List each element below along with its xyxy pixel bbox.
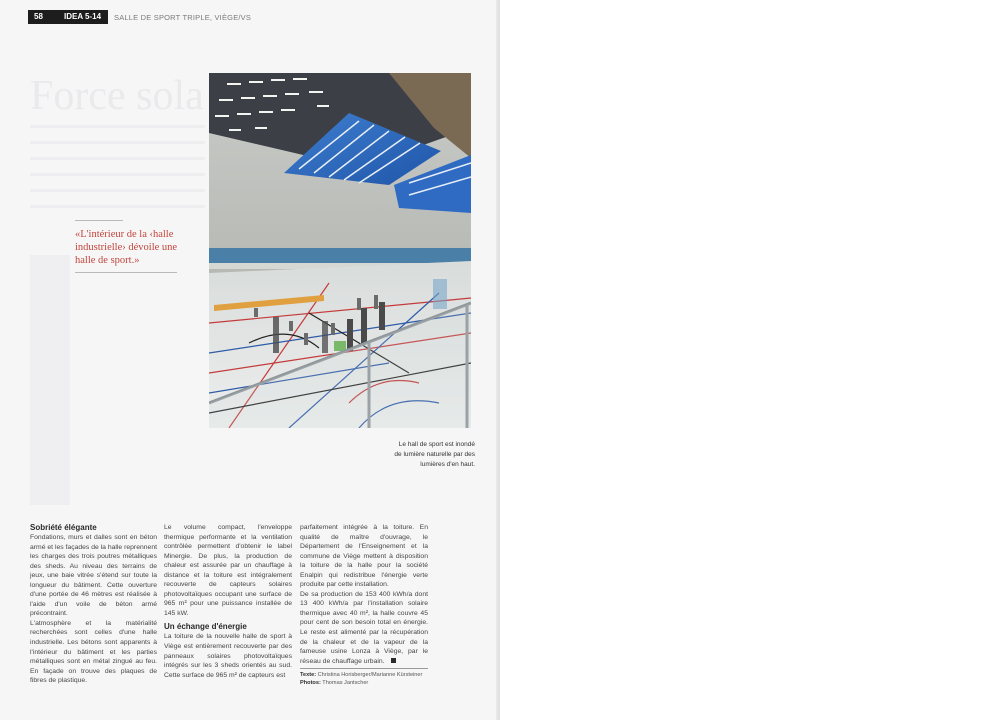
credits <box>300 671 422 687</box>
credit-text-label: Texte: <box>300 672 317 678</box>
faded-background-block <box>30 255 70 505</box>
running-title: SALLE DE SPORT TRIPLE, VIÈGE/VS <box>114 13 252 22</box>
section-heading-echange: Un échange d'énergie <box>164 622 247 632</box>
paragraph: La toiture de la nouvelle halle de sport à Viège est entièrement recouverte par des panneaux solaires photovoltaïques intégrés sur les 3 sheds orientés au sud. Cette surface de 965 m² de capteurs est <box>164 633 292 679</box>
paragraph-last <box>300 590 428 666</box>
photo-caption: Le hall de sport est inondé de lumière naturelle par des lumières d'en haut. <box>394 441 475 468</box>
quote-bottom-rule <box>75 272 177 273</box>
paragraph: Le volume compact, l'enveloppe thermique performante et la ventilation contrôlée permettent d'obtenir le label Minergie. De plus, la production de chaleur est assurée par un chauffage à distance et la toiture est intégralement recouverte de capteurs solaires photovoltaïques occupant une surface de 965 m² pour une puissance installée de 145 kW. <box>164 524 292 617</box>
text-column-2 <box>164 523 292 680</box>
pull-quote: «L'intérieur de la ‹halle industrielle› dévoile une halle de sport.» <box>75 229 178 266</box>
issue-label: IDEA 5-14 <box>64 12 102 21</box>
sports-hall-photo <box>209 73 471 428</box>
credit-text-authors: Christina Horisberger/Marianne Kürsteiner <box>317 672 423 678</box>
faded-intro-lines <box>30 125 205 221</box>
text-column-3 <box>300 523 428 666</box>
credit-photo-label: Photos: <box>300 680 321 686</box>
text-column-1 <box>30 523 157 686</box>
credits-rule <box>300 668 428 669</box>
paragraph: parfaitement intégrée à la toiture. En qualité de maître d'ouvrage, le Département de l'Enseignement et la commune de Viège mettent à disposition la toiture de la halle pour la société Enalpin qui redistribue l'énergie verte produite par cette installation. <box>300 524 428 589</box>
paragraph: L'atmosphère et la matérialité recherchées sont celles d'une halle industrielle. Les bétons sont apparents à l'intérieur du bâtiment et les parties métalliques sont en métal zingué au feu. En façade on trouve des plaques de fibres de plastique. <box>30 619 157 685</box>
paragraph: Fondations, murs et dalles sont en béton armé et les façades de la halle reprennent les charges des trois poutres métalliques des sheds. Au niveau des terrains de jeux, une baie vitrée s'étend sur toute la longueur du bâtiment. Cette ouverture d'une portée de 46 mètres est réalisée à l'aide d'un voile de béton armé précontraint. <box>30 534 157 618</box>
credit-photographer: Thomas Jantscher <box>322 680 369 686</box>
page-edge-shadow <box>496 0 500 720</box>
faded-headline: Force sola <box>30 73 204 119</box>
end-of-article-mark <box>391 658 396 663</box>
quote-top-rule <box>75 220 123 221</box>
section-heading-sobriete: Sobriété élégante <box>30 523 97 532</box>
paragraph-text: De sa production de 153 400 kWh/a dont 13 400 kWh/a par l'installation solaire thermique avec 40 m², la halle couvre 45 pour cent de son besoin total en énergie. Le reste est alimenté par la récupération de la chaleur et de la vapeur de la fameuse usine Lonza à Viège, par le réseau de chauffage urbain. <box>300 590 428 665</box>
page-number: 58 <box>34 12 43 21</box>
